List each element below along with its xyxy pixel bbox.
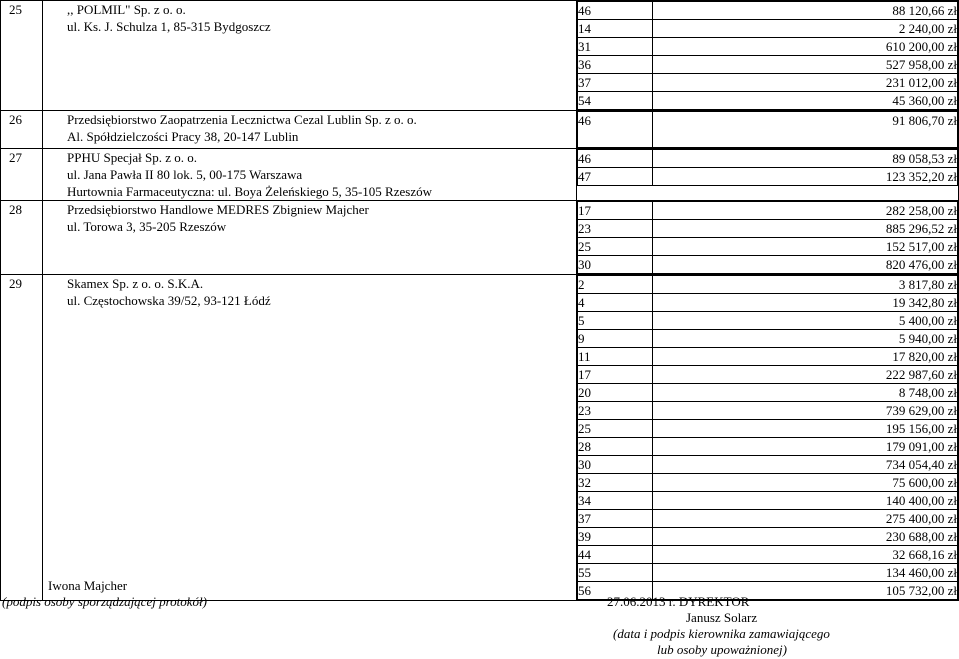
entry-row (578, 238, 958, 256)
entry-part-number: 46 (578, 150, 653, 168)
contractor-details (43, 275, 577, 601)
entry-amount: 610 200,00 zł (653, 38, 958, 56)
entries-table (577, 1, 958, 110)
entry-row (578, 366, 958, 384)
entry-amount: 152 517,00 zł (653, 238, 958, 256)
entry-part-number: 4 (578, 294, 653, 312)
entries-table (577, 111, 958, 148)
entry-row (578, 402, 958, 420)
contractor-name: PPHU Specjał Sp. z o. o. (67, 150, 197, 165)
entry-amount: 88 120,66 zł (653, 2, 958, 20)
director-caption-line2: lub osoby upoważnionej) (657, 642, 787, 657)
entry-row (578, 220, 958, 238)
entry-part-number: 17 (578, 202, 653, 220)
entry-row (578, 348, 958, 366)
entry-amount: 222 987,60 zł (653, 366, 958, 384)
entry-amount: 32 668,16 zł (653, 546, 958, 564)
entry-row (578, 256, 958, 274)
entry-amount: 885 296,52 zł (653, 220, 958, 238)
entry-amount: 2 240,00 zł (653, 20, 958, 38)
contractor-row (1, 111, 959, 149)
entry-part-number: 17 (578, 366, 653, 384)
entry-amount: 275 400,00 zł (653, 510, 958, 528)
entry-row (578, 384, 958, 402)
entries-table (577, 201, 958, 274)
entry-part-number: 23 (578, 220, 653, 238)
contractor-address: Al. Spółdzielczości Pracy 38, 20-147 Lublin (67, 129, 299, 144)
entry-amount: 179 091,00 zł (653, 438, 958, 456)
entry-row (578, 56, 958, 74)
entry-part-number: 56 (578, 582, 653, 600)
entry-row (578, 150, 958, 168)
entry-row (578, 20, 958, 38)
entry-part-number: 44 (578, 546, 653, 564)
entries-table (577, 275, 958, 600)
entry-row (578, 456, 958, 474)
entry-part-number: 28 (578, 438, 653, 456)
entry-row (578, 438, 958, 456)
entry-part-number: 11 (578, 348, 653, 366)
entry-amount: 230 688,00 zł (653, 528, 958, 546)
entry-amount: 105 732,00 zł (653, 582, 958, 600)
entry-row (578, 492, 958, 510)
entry-part-number: 55 (578, 564, 653, 582)
entry-amount: 739 629,00 zł (653, 402, 958, 420)
entry-row (578, 168, 958, 186)
entry-part-number: 25 (578, 420, 653, 438)
contractor-row (1, 149, 959, 201)
contractor-address: ul. Torowa 3, 35-205 Rzeszów (67, 219, 227, 234)
entry-amount: 231 012,00 zł (653, 74, 958, 92)
entry-part-number: 20 (578, 384, 653, 402)
contractor-number: 26 (1, 111, 43, 149)
entry-row (578, 330, 958, 348)
entry-row (578, 564, 958, 582)
entry-part-number: 14 (578, 20, 653, 38)
entry-row (578, 546, 958, 564)
entry-part-number: 37 (578, 74, 653, 92)
contractor-name: ,, POLMIL" Sp. z o. o. (67, 2, 186, 17)
entry-row (578, 74, 958, 92)
entry-amount: 134 460,00 zł (653, 564, 958, 582)
contractor-entries (577, 111, 959, 149)
contractor-name: Przedsiębiorstwo Zaopatrzenia Lecznictwa Cezal Lublin Sp. z o. o. (67, 112, 417, 127)
contractors-table-body (1, 1, 959, 601)
contractor-number: 28 (1, 201, 43, 275)
contractor-number: 29 (1, 275, 43, 601)
entry-row (578, 510, 958, 528)
entry-amount: 5 400,00 zł (653, 312, 958, 330)
entry-part-number: 9 (578, 330, 653, 348)
entry-amount: 195 156,00 zł (653, 420, 958, 438)
contractor-row (1, 1, 959, 111)
entry-part-number: 30 (578, 256, 653, 274)
contractor-number: 27 (1, 149, 43, 201)
contractor-entries (577, 201, 959, 275)
contractor-details (43, 111, 577, 149)
entry-amount: 45 360,00 zł (653, 92, 958, 110)
contractor-address: ul. Częstochowska 39/52, 93-121 Łódź (67, 293, 271, 308)
entry-row (578, 202, 958, 220)
entry-row (578, 420, 958, 438)
preparer-caption: (podpis osoby sporządzającej protokół) (2, 594, 207, 609)
entry-row (578, 312, 958, 330)
entry-amount: 89 058,53 zł (653, 150, 958, 168)
entry-part-number: 46 (578, 2, 653, 20)
contractor-details (43, 149, 577, 201)
contractor-name: Przedsiębiorstwo Handlowe MEDRES Zbigniew Majcher (67, 202, 369, 217)
contractor-address: Hurtownia Farmaceutyczna: ul. Boya Żeleńskiego 5, 35-105 Rzeszów (67, 184, 432, 199)
entry-part-number: 31 (578, 38, 653, 56)
entry-part-number: 36 (578, 56, 653, 74)
entry-amount: 820 476,00 zł (653, 256, 958, 274)
entry-part-number: 5 (578, 312, 653, 330)
entry-amount: 17 820,00 zł (653, 348, 958, 366)
entry-part-number: 32 (578, 474, 653, 492)
contractor-entries (577, 275, 959, 601)
contractor-address: ul. Jana Pawła II 80 lok. 5, 00-175 Warszawa (67, 167, 303, 182)
preparer-name: Iwona Majcher (48, 578, 128, 593)
director-caption-line1: (data i podpis kierownika zamawiającego (613, 626, 830, 641)
contractor-entries (577, 149, 959, 201)
contractor-name: Skamex Sp. z o. o. S.K.A. (67, 276, 204, 291)
entry-part-number: 30 (578, 456, 653, 474)
entry-row (578, 92, 958, 110)
entry-part-number: 54 (578, 92, 653, 110)
entry-row (578, 474, 958, 492)
contractor-details (43, 201, 577, 275)
entry-amount: 140 400,00 zł (653, 492, 958, 510)
entry-row (578, 38, 958, 56)
entry-part-number: 47 (578, 168, 653, 186)
contractor-address: ul. Ks. J. Schulza 1, 85-315 Bydgoszcz (67, 19, 271, 34)
entry-row (578, 294, 958, 312)
contractor-entries (577, 1, 959, 111)
contractor-row (1, 275, 959, 601)
entry-part-number: 23 (578, 402, 653, 420)
entries-table (577, 149, 958, 186)
entry-part-number: 25 (578, 238, 653, 256)
entry-row (578, 276, 958, 294)
entry-amount: 3 817,80 zł (653, 276, 958, 294)
entry-amount: 8 748,00 zł (653, 384, 958, 402)
entry-part-number: 34 (578, 492, 653, 510)
director-date-title: 27.06.2013 r. DYREKTOR (607, 594, 750, 609)
entry-amount: 91 806,70 zł (653, 112, 958, 148)
entry-row (578, 528, 958, 546)
contractor-details (43, 1, 577, 111)
entry-amount: 734 054,40 zł (653, 456, 958, 474)
entry-amount: 123 352,20 zł (653, 168, 958, 186)
entry-amount: 527 958,00 zł (653, 56, 958, 74)
entry-amount: 75 600,00 zł (653, 474, 958, 492)
entry-row (578, 112, 958, 148)
entry-amount: 19 342,80 zł (653, 294, 958, 312)
entry-amount: 282 258,00 zł (653, 202, 958, 220)
entry-part-number: 46 (578, 112, 653, 148)
contractor-row (1, 201, 959, 275)
entry-part-number: 39 (578, 528, 653, 546)
entry-row (578, 2, 958, 20)
director-name: Janusz Solarz (686, 610, 758, 625)
entry-part-number: 2 (578, 276, 653, 294)
contractor-number: 25 (1, 1, 43, 111)
entry-part-number: 37 (578, 510, 653, 528)
entry-amount: 5 940,00 zł (653, 330, 958, 348)
